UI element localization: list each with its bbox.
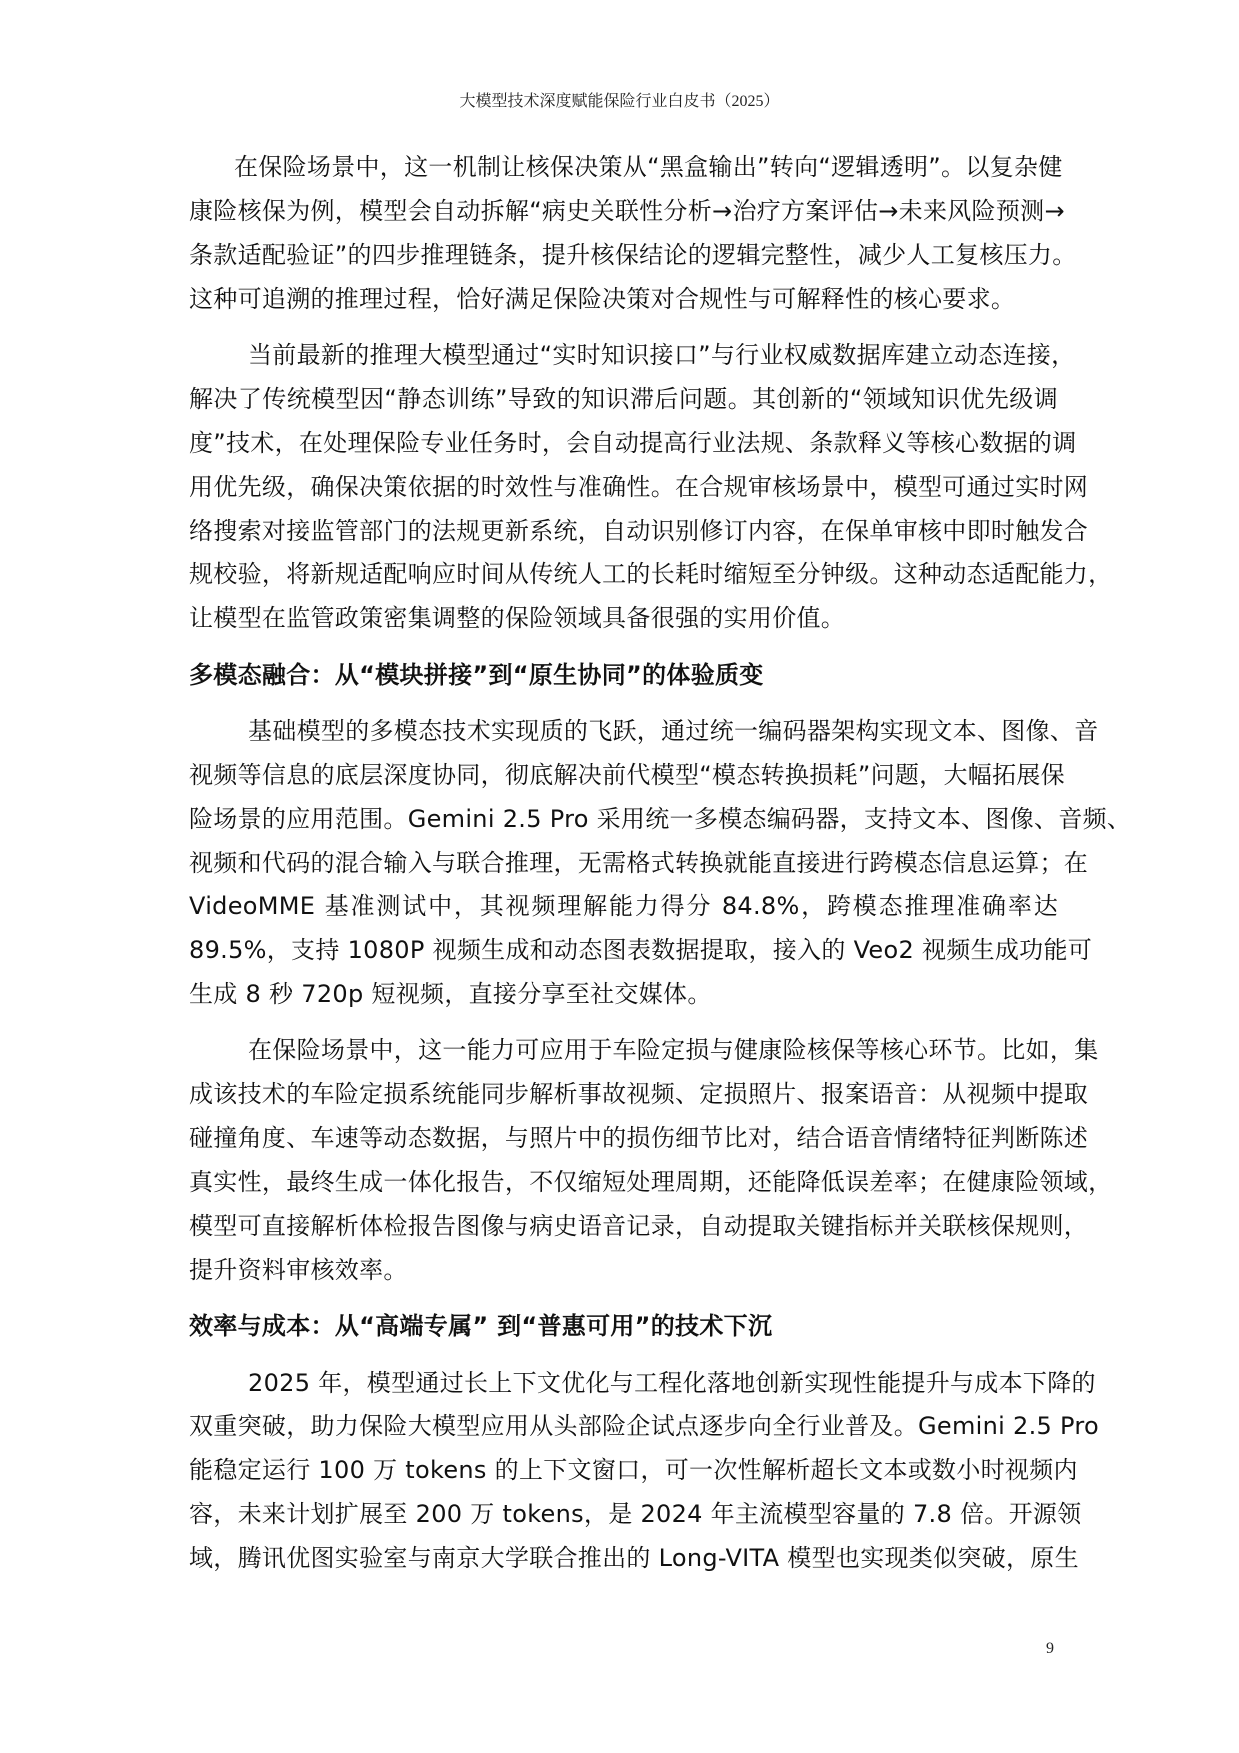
page-number: 9 — [1046, 1640, 1054, 1657]
paragraph — [189, 710, 1132, 1017]
text-line: 用优先级，确保决策依据的时效性与准确性。在合规审核场景中，模型可通过实时网 — [189, 472, 1089, 501]
text-line: 视频和代码的混合输入与联合推理，无需格式转换就能直接进行跨模态信息运算；在 — [189, 848, 1089, 877]
section-heading — [189, 654, 1058, 698]
text-line: 模型可直接解析体检报告图像与病史语音记录，自动提取关键指标并关联核保规则， — [189, 1212, 1089, 1241]
text-line: 险场景的应用范围。Gemini 2.5 Pro 采用统一多模态编码器，支持文本、图像、音频、 — [189, 804, 1132, 833]
text-line: 康险核保为例，模型会自动拆解“病史关联性分析→治疗方案评估→未来风险预测→ — [189, 196, 1065, 225]
text-line: 这种可追溯的推理过程，恰好满足保险决策对合规性与可解释性的核心要求。 — [189, 284, 1016, 313]
text-line: 当前最新的推理大模型通过“实时知识接口”与行业权威数据库建立动态连接， — [248, 340, 1076, 369]
paragraph — [189, 1362, 1099, 1581]
text-line: 提升资料审核效率。 — [189, 1255, 408, 1284]
text-line: 容，未来计划扩展至 200 万 tokens，是 2024 年主流模型容量的 7.8 倍。开源领 — [189, 1500, 1082, 1529]
text-line: 双重突破，助力保险大模型应用从头部险企试点逐步向全行业普及。Gemini 2.5 Pro — [189, 1412, 1099, 1441]
text-line: 真实性，最终生成一体化报告，不仅缩短处理周期，还能降低误差率；在健康险领域， — [189, 1168, 1113, 1197]
text-line: 成该技术的车险定损系统能同步解析事故视频、定损照片、报案语音：从视频中提取 — [189, 1080, 1089, 1109]
paragraph — [189, 146, 1077, 322]
text-line: 89.5%，支持 1080P 视频生成和动态图表数据提取，接入的 Veo2 视频生成功能可 — [189, 936, 1093, 965]
text-line: 条款适配验证”的四步推理链条，提升核保结论的逻辑完整性，减少人工复核压力。 — [189, 240, 1077, 269]
document-body — [189, 146, 1132, 1581]
section-heading-efficiency: 效率与成本：从“高端专属” 到“普惠可用”的技术下沉 — [189, 1312, 773, 1341]
text-line: 度”技术，在处理保险专业任务时，会自动提高行业法规、条款释义等核心数据的调 — [189, 428, 1077, 457]
text-line: 基础模型的多模态技术实现质的飞跃，通过统一编码器架构实现文本、图像、音 — [248, 716, 1099, 745]
text-line: 视频等信息的底层深度协同，彻底解决前代模型“模态转换损耗”问题，大幅拓展保 — [189, 760, 1065, 789]
paragraph — [189, 334, 1113, 641]
text-line: 碰撞角度、车速等动态数据，与照片中的损伤细节比对，结合语音情绪特征判断陈述 — [189, 1124, 1089, 1153]
section-heading — [189, 1305, 1058, 1349]
text-line: 2025 年，模型通过长上下文优化与工程化落地创新实现性能提升与成本下降的 — [248, 1368, 1096, 1397]
text-line: 在保险场景中，这一机制让核保决策从“黑盒输出”转向“逻辑透明”。以复杂健 — [234, 153, 1063, 181]
text-line: 规校验，将新规适配响应时间从传统人工的长耗时缩短至分钟级。这种动态适配能力， — [189, 560, 1113, 589]
running-header: 大模型技术深度赋能保险行业白皮书（2025） — [459, 93, 780, 110]
text-line: 域，腾讯优图实验室与南京大学联合推出的 Long-VITA 模型也实现类似突破，原生 — [189, 1544, 1079, 1573]
text-line: 络搜索对接监管部门的法规更新系统，自动识别修订内容，在保单审核中即时触发合 — [189, 516, 1089, 545]
paragraph — [189, 1029, 1113, 1292]
text-line: 解决了传统模型因“静态训练”导致的知识滞后问题。其创新的“领域知识优先级调 — [189, 384, 1058, 413]
text-line: 能稳定运行 100 万 tokens 的上下文窗口，可一次性解析超长文本或数小时视频内 — [189, 1456, 1078, 1485]
text-line: 让模型在监管政策密集调整的保险领域具备很强的实用价值。 — [189, 604, 846, 633]
text-line: 生成 8 秒 720p 短视频，直接分享至社交媒体。 — [189, 980, 712, 1009]
text-line: VideoMME 基准测试中，其视频理解能力得分 84.8%，跨模态推理准确率达 — [189, 892, 1058, 921]
text-line: 在保险场景中，这一能力可应用于车险定损与健康险核保等核心环节。比如，集 — [248, 1036, 1099, 1065]
section-heading-multimodal: 多模态融合：从“模块拼接”到“原生协同”的体验质变 — [189, 660, 764, 689]
